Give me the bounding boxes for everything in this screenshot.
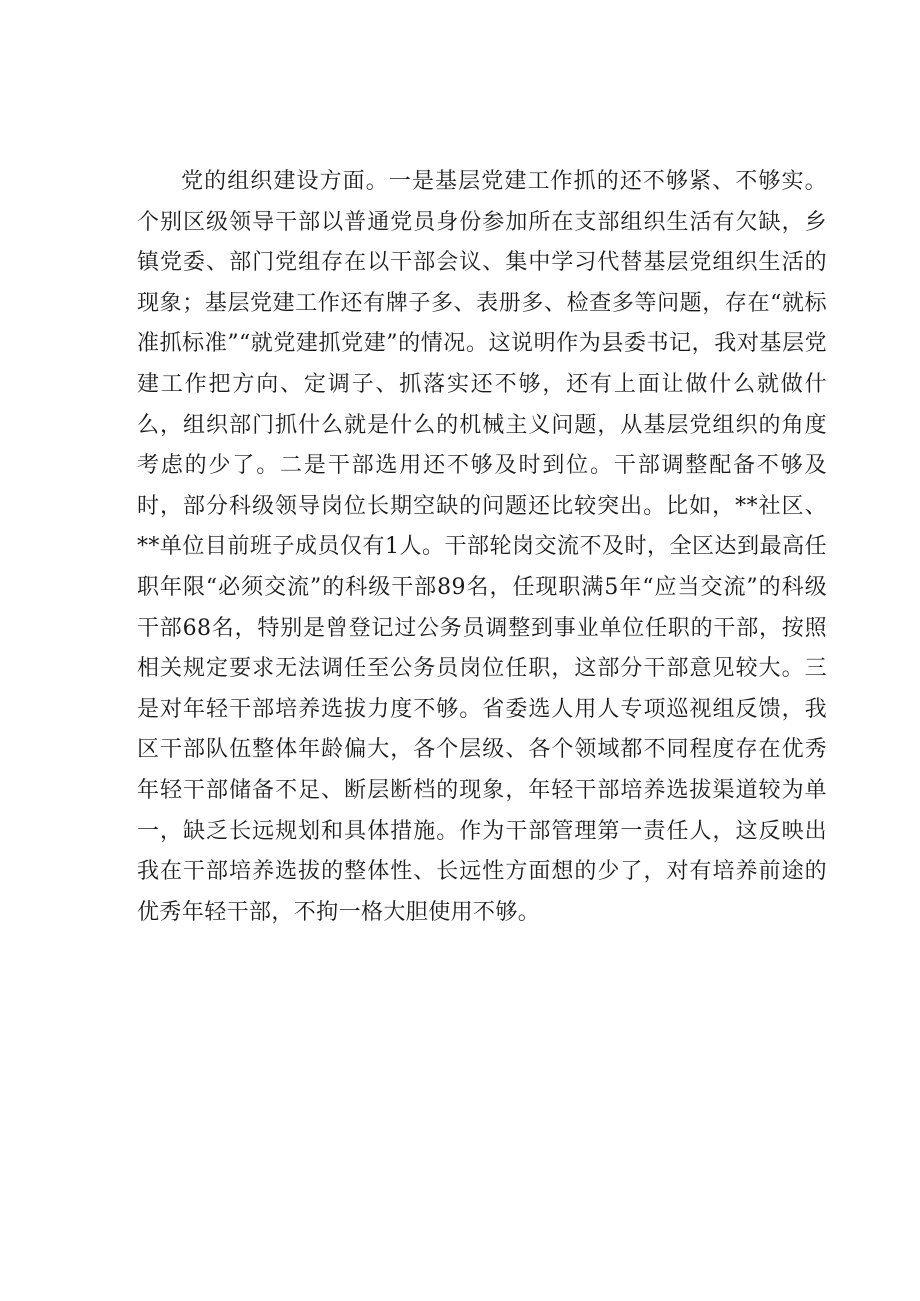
body-paragraph: 党的组织建设方面。一是基层党建工作抓的还不够紧、不够实。个别区级领导干部以普通党员身份参加所在支部组织生活有欠缺，乡镇党委、部门党组存在以干部会议、集中学习代替基层党组织生活的现象；基层党建工作还有牌子多、表册多、检查多等问题，存在“就标准抓标准”“就党建抓党建”的情况。这说明作为县委书记，我对基层党建工作把方向、定调子、抓落实还不够，还有上面让做什么就做什么，组织部门抓什么就是什么的机械主义问题，从基层党组织的角度考虑的少了。二是干部选用还不够及时到位。干部调整配备不够及时，部分科级领导岗位长期空缺的问题还比较突出。比如，**社区、**单位目前班子成员仅有1人。干部轮岗交流不及时，全区达到最高任职年限“必须交流”的科级干部89名，任现职满5年“应当交流”的科级干部68名，特别是曾登记过公务员调整到事业单位任职的干部，按照相关规定要求无法调任至公务员岗位任职，这部分干部意见较大。三是对年轻干部培养选拔力度不够。省委选人用人专项巡视组反馈，我区干部队伍整体年龄偏大，各个层级、各个领域都不同程度存在优秀年轻干部储备不足、断层断档的现象，年轻干部培养选拔渠道较为单一，缺乏长远规划和具体措施。作为干部管理第一责任人，这反映出我在干部培养选拔的整体性、长远性方面想的少了，对有培养前途的优秀年轻干部，不拘一格大胆使用不够。 bbox=[137, 169, 827, 925]
